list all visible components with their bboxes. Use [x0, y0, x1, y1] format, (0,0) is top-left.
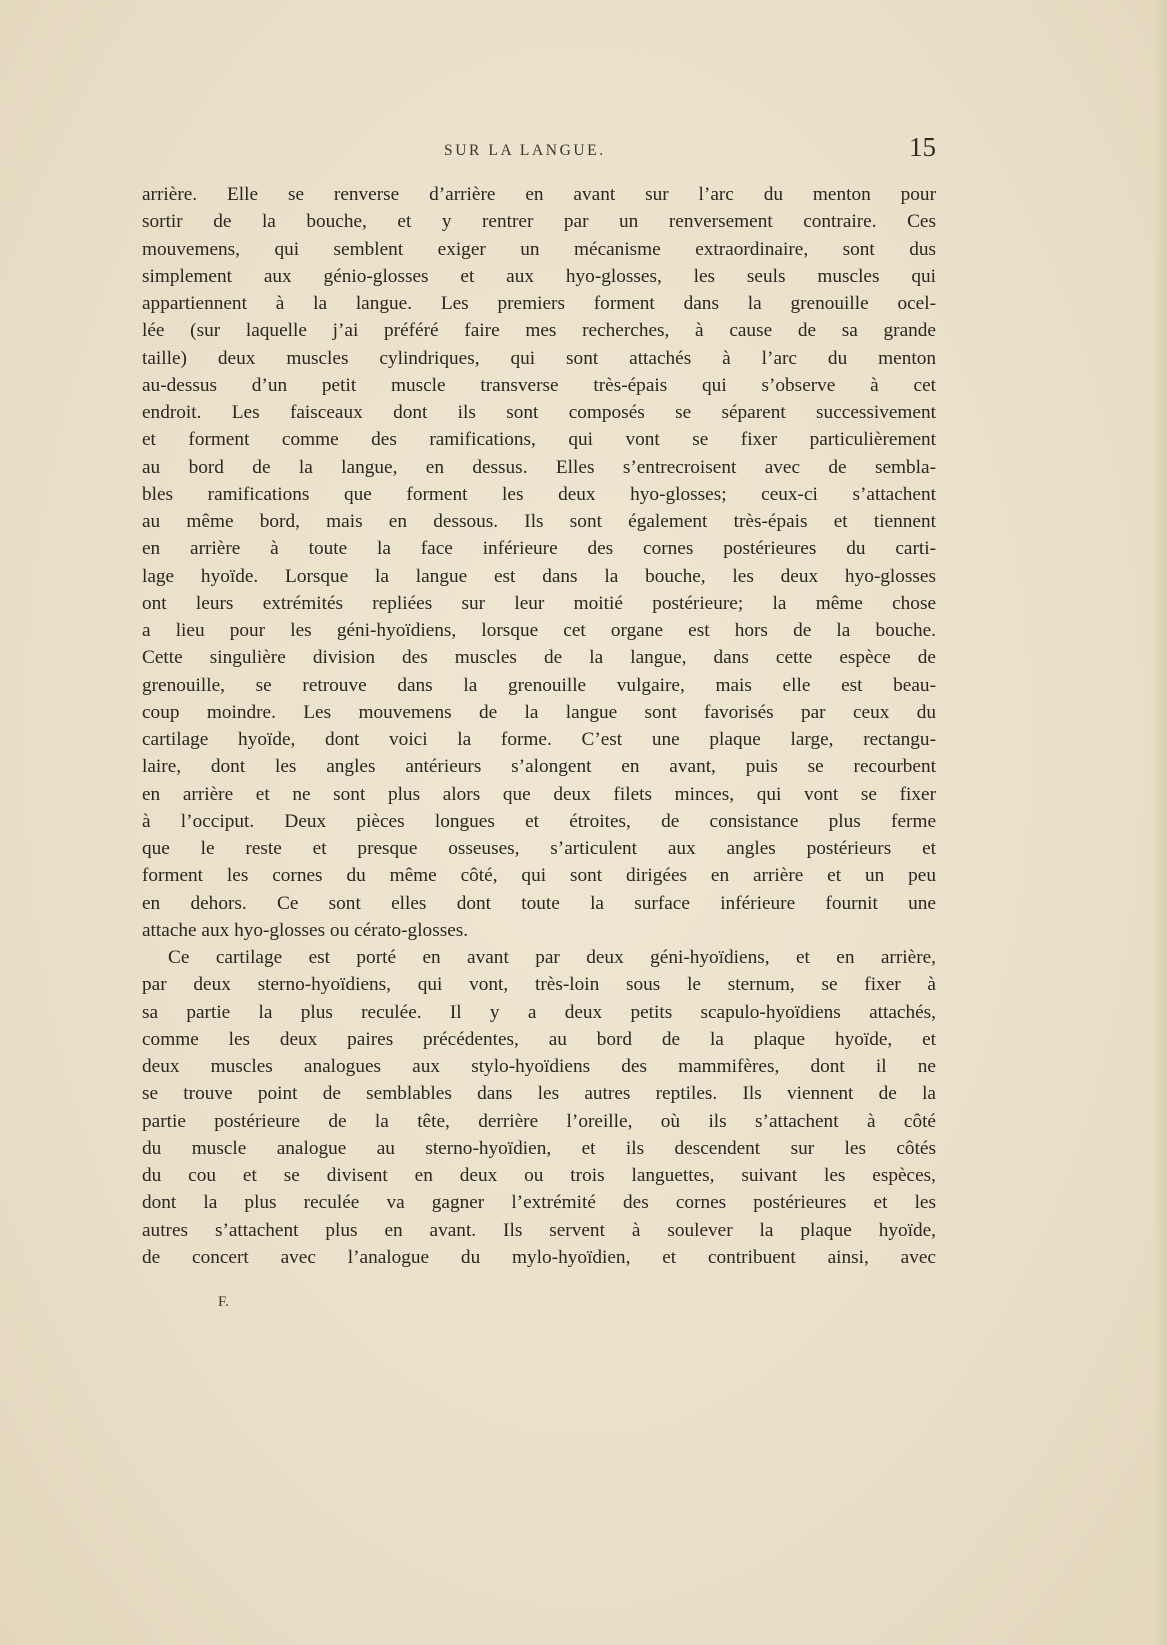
text-line: forment les cornes du même côté, qui sont dirigées en arrière et un peu	[142, 865, 936, 887]
text-line: taille) deux muscles cylindriques, qui sont attachés à l’arc du menton	[142, 347, 936, 369]
text-line: laire, dont les angles antérieurs s’alongent en avant, puis se recourbent	[142, 756, 936, 778]
text-line: en arrière à toute la face inférieure des cornes postérieures du carti-	[142, 538, 936, 560]
body-text	[142, 181, 936, 1271]
text-line: de concert avec l’analogue du mylo-hyoïdien, et contribuent ainsi, avec	[142, 1246, 936, 1268]
text-line: autres s’attachent plus en avant. Ils servent à soulever la plaque hyoïde,	[142, 1219, 936, 1241]
text-line: au-dessus d’un petit muscle transverse très-épais qui s’observe à cet	[142, 374, 936, 396]
text-line: dont la plus reculée va gagner l’extrémité des cornes postérieures et les	[142, 1192, 936, 1214]
text-line: coup moindre. Les mouvemens de la langue sont favorisés par ceux du	[142, 701, 936, 723]
text-line: simplement aux génio-glosses et aux hyo-glosses, les seuls muscles qui	[142, 265, 936, 287]
text-line: cartilage hyoïde, dont voici la forme. C’est une plaque large, rectangu-	[142, 729, 936, 750]
text-line: au même bord, mais en dessous. Ils sont également très-épais et tiennent	[142, 511, 936, 532]
text-line: sa partie la plus reculée. Il y a deux petits scapulo-hyoïdiens attachés,	[142, 1001, 936, 1023]
text-line: grenouille, se retrouve dans la grenouille vulgaire, mais elle est beau-	[142, 674, 936, 696]
text-line: attache aux hyo-glosses ou cérato-glosses.	[142, 919, 469, 941]
text-line: que le reste et presque osseuses, s’articulent aux angles postérieurs et	[142, 838, 936, 859]
text-line: Ce cartilage est porté en avant par deux géni-hyoïdiens, et en arrière,	[168, 947, 936, 968]
text-line: comme les deux paires précédentes, au bord de la plaque hyoïde, et	[142, 1028, 936, 1050]
running-title: SUR LA LANGUE.	[444, 142, 606, 159]
page-number: 15	[909, 132, 936, 162]
text-line: se trouve point de semblables dans les autres reptiles. Ils viennent de la	[142, 1083, 936, 1105]
text-line: lage hyoïde. Lorsque la langue est dans la bouche, les deux hyo-glosses	[142, 565, 936, 587]
text-line: sortir de la bouche, et y rentrer par un renversement contraire. Ces	[142, 211, 936, 233]
signature-mark: F.	[218, 1294, 229, 1310]
text-line: a lieu pour les géni-hyoïdiens, lorsque cet organe est hors de la bouche.	[142, 620, 936, 641]
text-line: arrière. Elle se renverse d’arrière en avant sur l’arc du menton pour	[142, 184, 936, 205]
page-edge	[1153, 0, 1167, 1645]
text-line: du cou et se divisent en deux ou trois languettes, suivant les espèces,	[142, 1165, 936, 1186]
text-line: à l’occiput. Deux pièces longues et étroites, de consistance plus ferme	[142, 810, 936, 832]
text-line: et forment comme des ramifications, qui vont se fixer particulièrement	[142, 429, 936, 451]
text-line: partie postérieure de la tête, derrière l’oreille, où ils s’attachent à côté	[142, 1110, 936, 1132]
text-line: lée (sur laquelle j’ai préféré faire mes recherches, à cause de sa grande	[142, 320, 936, 342]
text-line: deux muscles analogues aux stylo-hyoïdiens des mammifères, dont il ne	[142, 1056, 936, 1077]
text-line: bles ramifications que forment les deux hyo-glosses; ceux-ci s’attachent	[142, 483, 936, 505]
text-line: en arrière et ne sont plus alors que deux filets minces, qui vont se fixer	[142, 783, 936, 805]
text-line: mouvemens, qui semblent exiger un mécanisme extraordinaire, sont dus	[142, 238, 936, 260]
text-line: endroit. Les faisceaux dont ils sont composés se séparent successivement	[142, 402, 936, 423]
text-line: au bord de la langue, en dessus. Elles s’entrecroisent avec de sembla-	[142, 456, 936, 478]
text-line: ont leurs extrémités repliées sur leur moitié postérieure; la même chose	[142, 592, 936, 614]
text-line: appartiennent à la langue. Les premiers forment dans la grenouille ocel-	[142, 293, 936, 314]
page-header	[142, 132, 936, 166]
text-line: du muscle analogue au sterno-hyoïdien, et ils descendent sur les côtés	[142, 1137, 936, 1159]
text-line: Cette singulière division des muscles de la langue, dans cette espèce de	[142, 647, 936, 669]
text-line: en dehors. Ce sont elles dont toute la surface inférieure fournit une	[142, 892, 936, 914]
text-line: par deux sterno-hyoïdiens, qui vont, très-loin sous le sternum, se fixer à	[142, 974, 936, 996]
